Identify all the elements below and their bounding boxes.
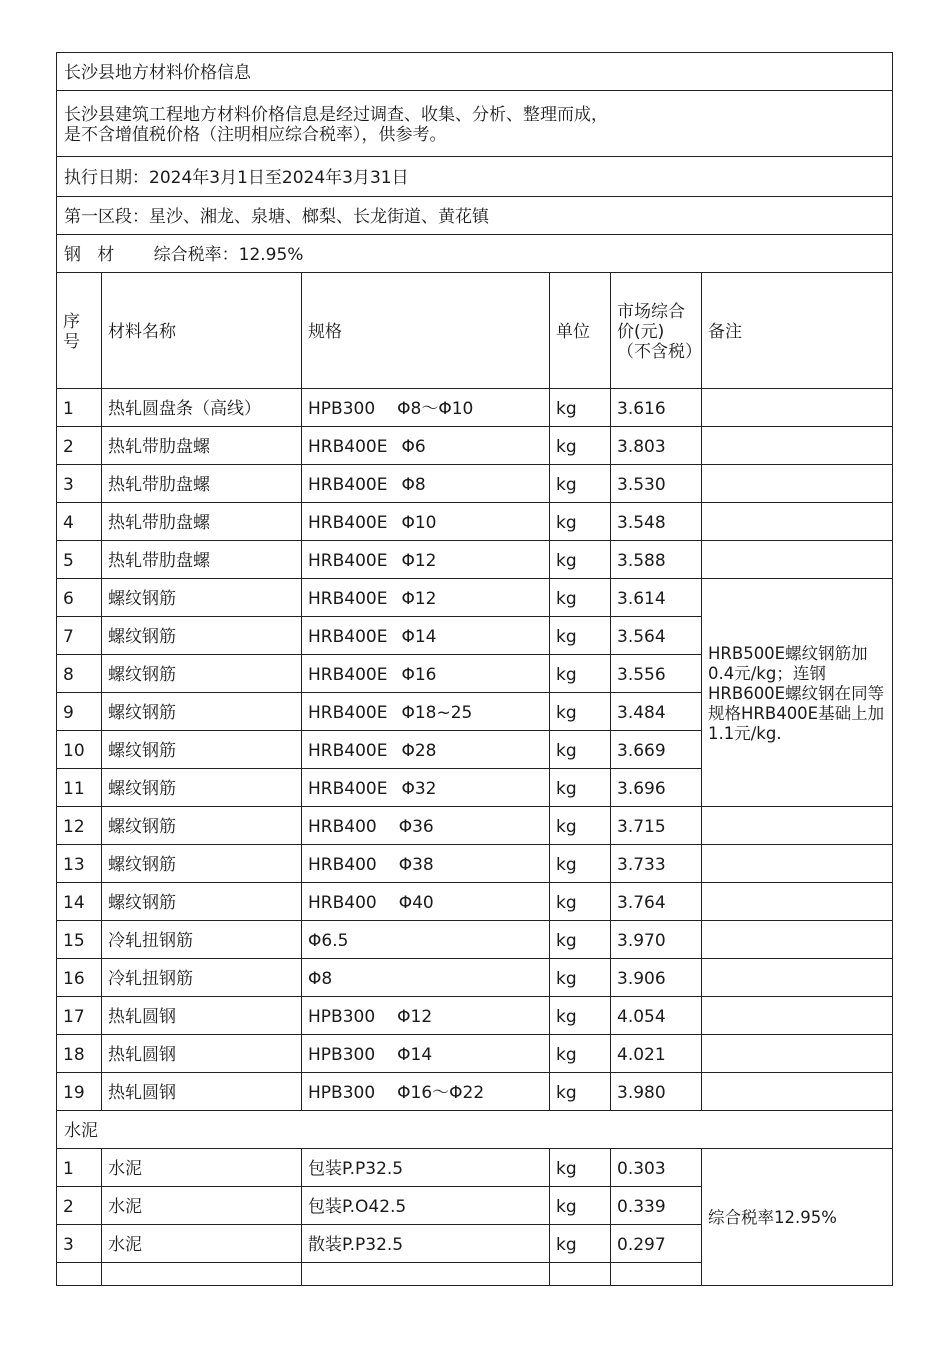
- cell-spec: [302, 731, 550, 769]
- cell-no: 13: [57, 845, 102, 883]
- cell-no: 1: [57, 389, 102, 427]
- cell-price: 3.696: [611, 769, 702, 807]
- spec-size: Φ14: [401, 626, 437, 647]
- header-no: 序号: [57, 273, 102, 389]
- table-row: [57, 883, 893, 921]
- cell-unit: kg: [550, 959, 611, 997]
- spec-size: Φ14: [397, 1044, 433, 1065]
- cell-no: 17: [57, 997, 102, 1035]
- cell-spec: [302, 579, 550, 617]
- price-info-page: [56, 52, 892, 1286]
- table-row: [57, 541, 893, 579]
- spec-grade: Φ6.5: [308, 930, 349, 951]
- cell-remark: [702, 389, 893, 427]
- cell-unit: kg: [550, 617, 611, 655]
- header-remark: 备注: [702, 273, 893, 389]
- cell-no: 19: [57, 1073, 102, 1111]
- cell-unit: kg: [550, 579, 611, 617]
- cell-price: 3.588: [611, 541, 702, 579]
- cell-price: 3.530: [611, 465, 702, 503]
- cell-remark: [702, 427, 893, 465]
- cell-price: 3.548: [611, 503, 702, 541]
- spec-grade: HRB400E: [308, 512, 388, 533]
- cell-unit: kg: [550, 883, 611, 921]
- header-name: 材料名称: [102, 273, 302, 389]
- cell-price: 3.484: [611, 693, 702, 731]
- cell-remark: [702, 845, 893, 883]
- cell-no: 18: [57, 1035, 102, 1073]
- region-row: [57, 197, 893, 235]
- cell-remark: [702, 1035, 893, 1073]
- cell-name: 水泥: [102, 1225, 302, 1263]
- cell-name: 冷轧扭钢筋: [102, 959, 302, 997]
- cell-name: 螺纹钢筋: [102, 769, 302, 807]
- spec-grade: HRB400E: [308, 740, 388, 761]
- cell-price: 0.297: [611, 1225, 702, 1263]
- table-row: [57, 921, 893, 959]
- cell-spec: [302, 693, 550, 731]
- cell-no: 15: [57, 921, 102, 959]
- steel-section-header: [57, 235, 893, 273]
- spec-grade: HPB300: [308, 398, 376, 419]
- cell-no: 1: [57, 1149, 102, 1187]
- table-row: [57, 845, 893, 883]
- cell-empty: [102, 1263, 302, 1286]
- spec-size: Φ8: [401, 474, 426, 495]
- cell-spec: [302, 769, 550, 807]
- cell-no: 8: [57, 655, 102, 693]
- cell-name: 冷轧扭钢筋: [102, 921, 302, 959]
- cell-spec: [302, 1073, 550, 1111]
- spec-grade: HRB400E: [308, 436, 388, 457]
- cell-no: 4: [57, 503, 102, 541]
- spec-size: Φ40: [398, 892, 434, 913]
- table-row: [57, 579, 893, 617]
- cell-unit: kg: [550, 807, 611, 845]
- cell-remark: [702, 465, 893, 503]
- intro-text: [57, 91, 893, 157]
- cell-spec: [302, 921, 550, 959]
- cell-price: 3.669: [611, 731, 702, 769]
- cell-name: 螺纹钢筋: [102, 845, 302, 883]
- cell-name: 热轧圆钢: [102, 1073, 302, 1111]
- cell-spec: [302, 541, 550, 579]
- table-header-row: [57, 273, 893, 389]
- spec-grade: HRB400E: [308, 702, 388, 723]
- cell-unit: kg: [550, 997, 611, 1035]
- cell-name: 热轧带肋盘螺: [102, 465, 302, 503]
- cell-empty: [550, 1263, 611, 1286]
- cell-price: 4.021: [611, 1035, 702, 1073]
- cell-unit: kg: [550, 389, 611, 427]
- cell-name: 热轧圆钢: [102, 1035, 302, 1073]
- cell-spec: [302, 1035, 550, 1073]
- cell-unit: kg: [550, 693, 611, 731]
- cell-price: 3.803: [611, 427, 702, 465]
- cell-unit: kg: [550, 769, 611, 807]
- cell-price: 0.339: [611, 1187, 702, 1225]
- cell-unit: kg: [550, 1187, 611, 1225]
- cell-spec: [302, 617, 550, 655]
- spec-size: Φ36: [398, 816, 434, 837]
- cell-no: 9: [57, 693, 102, 731]
- cell-name: 水泥: [102, 1149, 302, 1187]
- cell-name: 热轧圆钢: [102, 997, 302, 1035]
- cell-name: 螺纹钢筋: [102, 807, 302, 845]
- cement-section-label: 水泥: [57, 1111, 893, 1149]
- cell-name: 热轧带肋盘螺: [102, 503, 302, 541]
- cell-remark: [702, 959, 893, 997]
- cell-unit: kg: [550, 1035, 611, 1073]
- cell-name: 水泥: [102, 1187, 302, 1225]
- cell-name: 螺纹钢筋: [102, 579, 302, 617]
- cell-price: 3.556: [611, 655, 702, 693]
- cement-remark: 综合税率12.95%: [702, 1149, 893, 1286]
- cell-price: 3.564: [611, 617, 702, 655]
- spec-size: Φ8～Φ10: [397, 398, 474, 419]
- spec-size: Φ28: [401, 740, 437, 761]
- cell-price: 3.980: [611, 1073, 702, 1111]
- cell-unit: kg: [550, 1225, 611, 1263]
- cell-unit: kg: [550, 731, 611, 769]
- cell-unit: kg: [550, 845, 611, 883]
- cell-unit: kg: [550, 921, 611, 959]
- cell-name: 螺纹钢筋: [102, 693, 302, 731]
- cell-no: 2: [57, 1187, 102, 1225]
- cell-unit: kg: [550, 503, 611, 541]
- rebar-remark: HRB500E螺纹钢筋加0.4元/kg；连钢HRB600E螺纹钢在同等规格HRB400E基础上加1.1元/kg.: [702, 579, 893, 807]
- cell-spec: [302, 997, 550, 1035]
- spec-size: Φ12: [401, 588, 437, 609]
- cell-no: 3: [57, 1225, 102, 1263]
- cell-remark: [702, 807, 893, 845]
- table-row: [57, 997, 893, 1035]
- spec-grade: HPB300: [308, 1082, 376, 1103]
- cell-no: 6: [57, 579, 102, 617]
- cell-name: 螺纹钢筋: [102, 883, 302, 921]
- cell-no: 5: [57, 541, 102, 579]
- spec-size: Φ16～Φ22: [397, 1082, 485, 1103]
- table-row: [57, 503, 893, 541]
- cell-remark: [702, 921, 893, 959]
- cell-price: 3.970: [611, 921, 702, 959]
- cell-remark: [702, 541, 893, 579]
- cement-section-row: [57, 1111, 893, 1149]
- cell-spec: [302, 427, 550, 465]
- region-line: 第一区段：星沙、湘龙、泉塘、榔梨、长龙街道、黄花镇: [57, 197, 893, 235]
- title-row: [57, 53, 893, 91]
- cell-spec: 包装P.O42.5: [302, 1187, 550, 1225]
- price-table: [56, 52, 893, 1286]
- cell-spec: [302, 503, 550, 541]
- spec-grade: HRB400E: [308, 778, 388, 799]
- spec-grade: HRB400E: [308, 664, 388, 685]
- cell-price: 4.054: [611, 997, 702, 1035]
- header-spec: 规格: [302, 273, 550, 389]
- cell-spec: [302, 959, 550, 997]
- cell-spec: [302, 883, 550, 921]
- cell-unit: kg: [550, 1149, 611, 1187]
- cell-price: 3.906: [611, 959, 702, 997]
- cell-remark: [702, 1073, 893, 1111]
- execution-date: 执行日期：2024年3月1日至2024年3月31日: [57, 157, 893, 197]
- cell-spec: [302, 389, 550, 427]
- spec-size: Φ18~25: [401, 702, 473, 723]
- cell-name: 螺纹钢筋: [102, 617, 302, 655]
- table-row: [57, 427, 893, 465]
- cell-no: 12: [57, 807, 102, 845]
- cell-unit: kg: [550, 655, 611, 693]
- spec-grade: HPB300: [308, 1044, 376, 1065]
- spec-grade: HPB300: [308, 1006, 376, 1027]
- table-row: [57, 1149, 893, 1187]
- cell-spec: 包装P.P32.5: [302, 1149, 550, 1187]
- cell-price: 3.764: [611, 883, 702, 921]
- spec-grade: Φ8: [308, 968, 333, 989]
- cell-remark: [702, 997, 893, 1035]
- cell-no: 7: [57, 617, 102, 655]
- table-row: [57, 389, 893, 427]
- date-row: [57, 157, 893, 197]
- intro-line-2: 是不含增值税价格（注明相应综合税率），供参考。: [64, 124, 447, 145]
- cell-unit: kg: [550, 427, 611, 465]
- cell-no: 2: [57, 427, 102, 465]
- table-row: [57, 1073, 893, 1111]
- spec-size: Φ12: [401, 550, 437, 571]
- header-unit: 单位: [550, 273, 611, 389]
- cell-spec: [302, 465, 550, 503]
- spec-grade: HRB400E: [308, 550, 388, 571]
- price-table-body: [57, 53, 893, 1286]
- cell-unit: kg: [550, 1073, 611, 1111]
- spec-grade: HRB400: [308, 892, 377, 913]
- cell-unit: kg: [550, 465, 611, 503]
- cell-no: 14: [57, 883, 102, 921]
- spec-size: Φ6: [401, 436, 426, 457]
- cell-no: 10: [57, 731, 102, 769]
- cell-spec: 散装P.P32.5: [302, 1225, 550, 1263]
- spec-grade: HRB400E: [308, 474, 388, 495]
- spec-grade: HRB400E: [308, 588, 388, 609]
- cell-name: 热轧带肋盘螺: [102, 427, 302, 465]
- table-row: [57, 807, 893, 845]
- spec-size: Φ12: [397, 1006, 433, 1027]
- table-row: [57, 959, 893, 997]
- cell-price: 0.303: [611, 1149, 702, 1187]
- cell-empty: [611, 1263, 702, 1286]
- cell-spec: [302, 845, 550, 883]
- cell-name: 螺纹钢筋: [102, 731, 302, 769]
- intro-line-1: 长沙县建筑工程地方材料价格信息是经过调查、收集、分析、整理而成，: [64, 104, 608, 125]
- cell-name: 热轧带肋盘螺: [102, 541, 302, 579]
- spec-size: Φ16: [401, 664, 437, 685]
- intro-row: [57, 91, 893, 157]
- cell-remark: [702, 883, 893, 921]
- spec-size: Φ10: [401, 512, 437, 533]
- cell-empty: [57, 1263, 102, 1286]
- table-row: [57, 1035, 893, 1073]
- cell-name: 热轧圆盘条（高线）: [102, 389, 302, 427]
- cell-spec: [302, 655, 550, 693]
- page-title: 长沙县地方材料价格信息: [57, 53, 893, 91]
- cell-no: 11: [57, 769, 102, 807]
- spec-grade: HRB400: [308, 854, 377, 875]
- cell-spec: [302, 807, 550, 845]
- spec-grade: HRB400: [308, 816, 377, 837]
- cell-price: 3.614: [611, 579, 702, 617]
- cell-price: 3.733: [611, 845, 702, 883]
- steel-tax-rate: 综合税率：12.95%: [153, 244, 304, 265]
- steel-section-row: [57, 235, 893, 273]
- cell-no: 3: [57, 465, 102, 503]
- spec-grade: HRB400E: [308, 626, 388, 647]
- cell-unit: kg: [550, 541, 611, 579]
- cell-price: 3.616: [611, 389, 702, 427]
- header-price: 市场综合价(元)（不含税）: [611, 273, 702, 389]
- cell-remark: [702, 503, 893, 541]
- cell-name: 螺纹钢筋: [102, 655, 302, 693]
- cell-no: 16: [57, 959, 102, 997]
- cell-price: 3.715: [611, 807, 702, 845]
- spec-size: Φ32: [401, 778, 437, 799]
- spec-size: Φ38: [398, 854, 434, 875]
- steel-section-label: 钢 材: [64, 244, 115, 265]
- table-row: [57, 465, 893, 503]
- cell-empty: [302, 1263, 550, 1286]
